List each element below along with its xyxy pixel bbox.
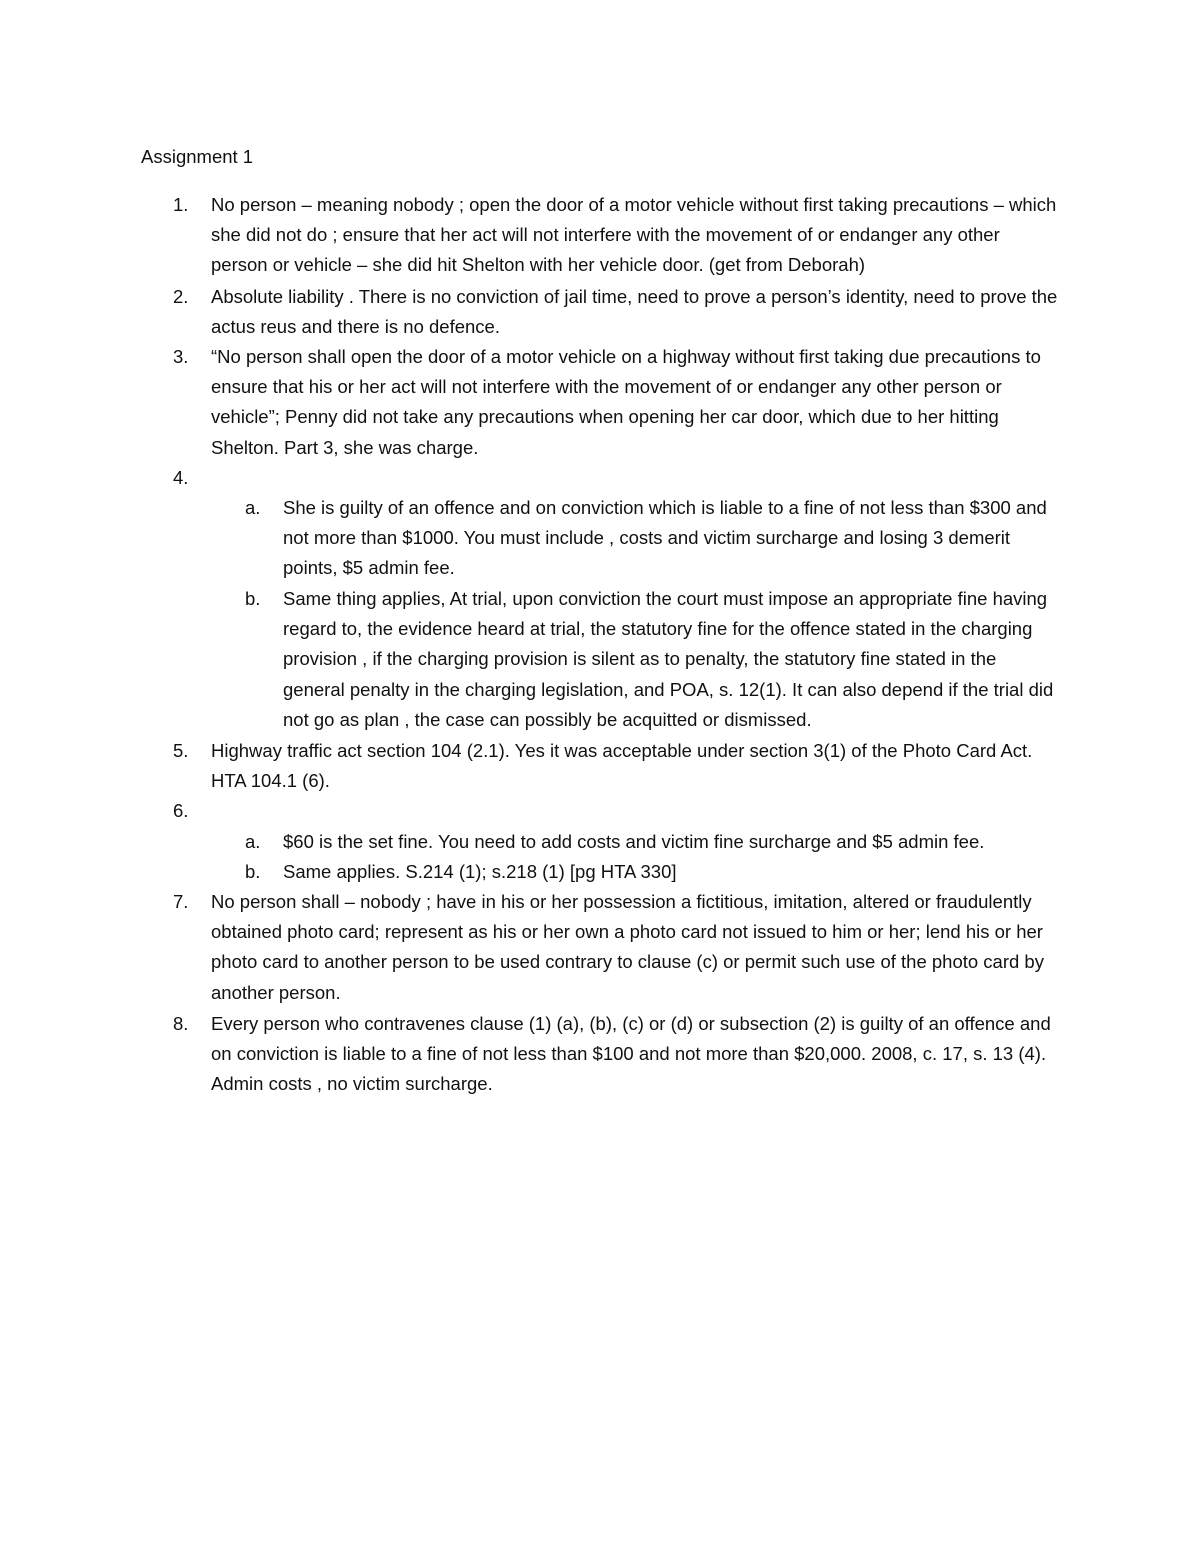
item-text: Highway traffic act section 104 (2.1). Yes it was acceptable under section 3(1) of the Photo Card Act. HTA 104.1 (6). xyxy=(211,740,1033,792)
item-text: Every person who contravenes clause (1) (a), (b), (c) or (d) or subsection (2) is guilty of an offence and on conviction is liable to a fine of not less than $100 and not more than $20,000. 2008, c. 17, s. 13 (4). Admin costs , no victim surcharge. xyxy=(211,1013,1051,1095)
sub-item-text: She is guilty of an offence and on conviction which is liable to a fine of not less than $300 and not more than $1000. You must include , costs and victim surcharge and losing 3 demerit points, $5 admin fee. xyxy=(283,497,1047,579)
item-number: 1. xyxy=(173,194,189,215)
item-number: 8. xyxy=(173,1013,189,1034)
sub-item-letter: a. xyxy=(245,497,261,518)
sub-item-text: Same thing applies, At trial, upon conviction the court must impose an appropriate fine having regard to, the evidence heard at trial, the statutory fine for the offence stated in the charging provision , if the charging provision is silent as to penalty, the statutory fine stated in the general penalty in the charging legislation, and POA, s. 12(1). It can also depend if the trial did not go as plan , the case can possibly be acquitted or dismissed. xyxy=(283,588,1054,730)
item-text: No person shall – nobody ; have in his or her possession a fictitious, imitation, altered or fraudulently obtained photo card; represent as his or her own a photo card not issued to him or her; lend his or her photo card to another person to be used contrary to clause (c) or permit such use of the photo card by another person. xyxy=(211,891,1044,1003)
item-number: 6. xyxy=(173,800,189,821)
item-number: 4. xyxy=(173,467,189,488)
item-text: No person – meaning nobody ; open the door of a motor vehicle without first taking precautions – which she did not do ; ensure that her act will not interfere with the movement of or endanger any other person or vehicle – she did hit Shelton with her vehicle door. (get from Deborah) xyxy=(211,194,1057,276)
item-text: Absolute liability . There is no conviction of jail time, need to prove a person’s identity, need to prove the actus reus and there is no defence. xyxy=(211,286,1058,338)
sub-item-letter: b. xyxy=(245,861,261,882)
sub-item-text: $60 is the set fine. You need to add costs and victim fine surcharge and $5 admin fee. xyxy=(283,831,985,852)
document-title: Assignment 1 xyxy=(141,146,254,167)
item-number: 5. xyxy=(173,740,189,761)
item-number: 7. xyxy=(173,891,189,912)
item-number: 2. xyxy=(173,286,189,307)
sub-item-text: Same applies. S.214 (1); s.218 (1) [pg HTA 330] xyxy=(283,861,677,882)
sub-item-letter: b. xyxy=(245,588,261,609)
sub-item-letter: a. xyxy=(245,831,261,852)
item-text: “No person shall open the door of a motor vehicle on a highway without first taking due precautions to ensure that his or her act will not interfere with the movement of or endanger any other person or vehicle”; Penny did not take any precautions when opening her car door, which due to her hitting Shelton. Part 3, she was charge. xyxy=(211,346,1041,458)
item-number: 3. xyxy=(173,346,189,367)
